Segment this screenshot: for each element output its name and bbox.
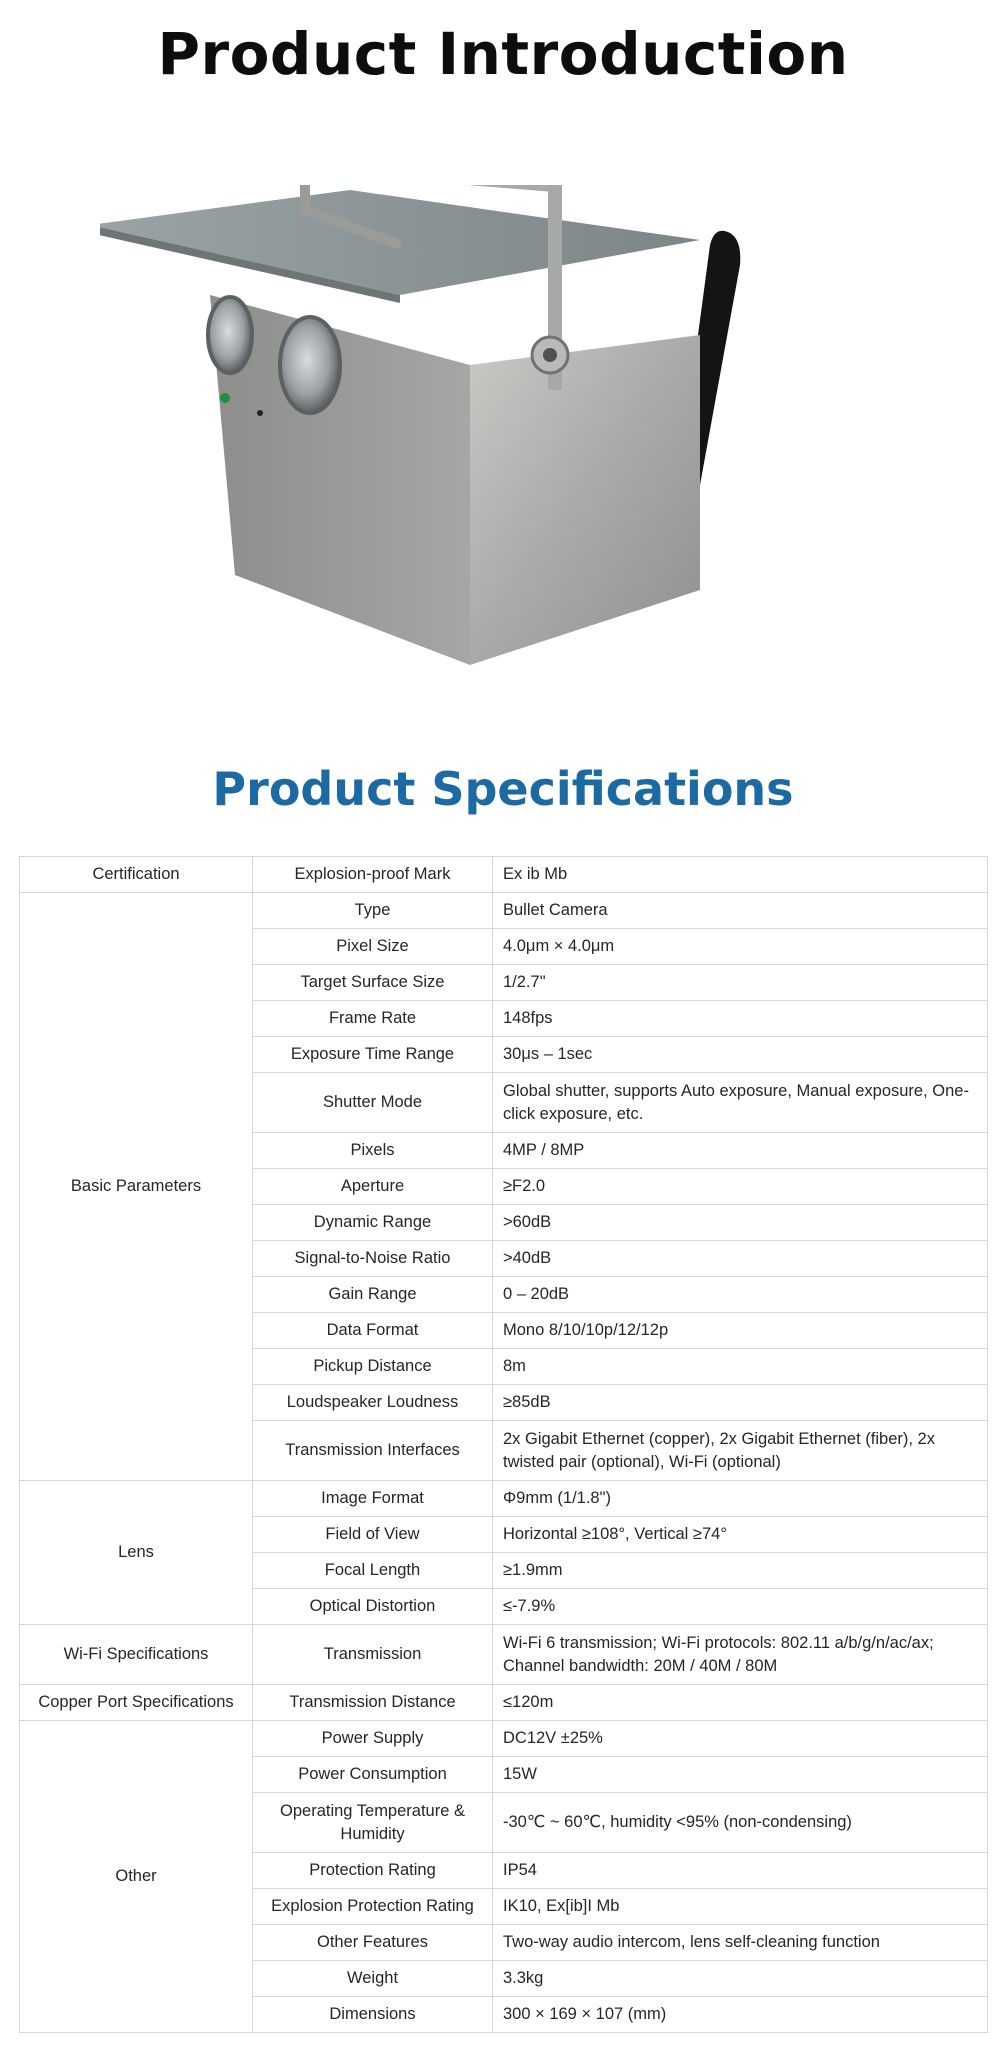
spec-value: 300 × 169 × 107 (mm) xyxy=(493,1997,988,2033)
spec-parameter: Focal Length xyxy=(253,1553,493,1589)
spec-parameter: Shutter Mode xyxy=(253,1073,493,1133)
spec-parameter: Loudspeaker Loudness xyxy=(253,1385,493,1421)
spec-parameter: Dynamic Range xyxy=(253,1205,493,1241)
spec-category: Certification xyxy=(20,857,253,893)
spec-value: Wi-Fi 6 transmission; Wi-Fi protocols: 802.11 a/b/g/n/ac/ax; Channel bandwidth: 20M / 40M / 80M xyxy=(493,1625,988,1685)
spec-parameter: Target Surface Size xyxy=(253,965,493,1001)
spec-value: ≥F2.0 xyxy=(493,1169,988,1205)
spec-parameter: Power Supply xyxy=(253,1721,493,1757)
spec-value: 2x Gigabit Ethernet (copper), 2x Gigabit Ethernet (fiber), 2x twisted pair (optional), Wi-Fi (optional) xyxy=(493,1421,988,1481)
specs-table xyxy=(19,856,988,2033)
spec-row xyxy=(20,1685,988,1721)
spec-parameter: Image Format xyxy=(253,1481,493,1517)
spec-value: Mono 8/10/10p/12/12p xyxy=(493,1313,988,1349)
spec-parameter: Power Consumption xyxy=(253,1757,493,1793)
spec-category: Lens xyxy=(20,1481,253,1625)
spec-value: Ex ib Mb xyxy=(493,857,988,893)
spec-value: IP54 xyxy=(493,1853,988,1889)
spec-parameter: Transmission Interfaces xyxy=(253,1421,493,1481)
spec-parameter: Protection Rating xyxy=(253,1853,493,1889)
spec-parameter: Operating Temperature & Humidity xyxy=(253,1793,493,1853)
spec-value: 0 – 20dB xyxy=(493,1277,988,1313)
spec-value: Horizontal ≥108°, Vertical ≥74° xyxy=(493,1517,988,1553)
spec-parameter: Gain Range xyxy=(253,1277,493,1313)
spec-value: DC12V ±25% xyxy=(493,1721,988,1757)
spec-value: ≥1.9mm xyxy=(493,1553,988,1589)
specs-title: Product Specifications xyxy=(212,762,794,816)
spec-value: ≥85dB xyxy=(493,1385,988,1421)
spec-parameter: Pickup Distance xyxy=(253,1349,493,1385)
spec-value: 1/2.7" xyxy=(493,965,988,1001)
spec-parameter: Pixel Size xyxy=(253,929,493,965)
spec-parameter: Pixels xyxy=(253,1133,493,1169)
spec-parameter: Explosion Protection Rating xyxy=(253,1889,493,1925)
spec-category: Wi-Fi Specifications xyxy=(20,1625,253,1685)
spec-parameter: Field of View xyxy=(253,1517,493,1553)
spec-value: >60dB xyxy=(493,1205,988,1241)
spec-parameter: Type xyxy=(253,893,493,929)
spec-value: ≤-7.9% xyxy=(493,1589,988,1625)
spec-parameter: Exposure Time Range xyxy=(253,1037,493,1073)
spec-value: IK10, Ex[ib]I Mb xyxy=(493,1889,988,1925)
spec-category: Copper Port Specifications xyxy=(20,1685,253,1721)
spec-category: Other xyxy=(20,1721,253,2033)
spec-parameter: Signal-to-Noise Ratio xyxy=(253,1241,493,1277)
spec-row xyxy=(20,1721,988,1757)
spec-row xyxy=(20,893,988,929)
intro-title: Product Introduction xyxy=(157,20,849,88)
spec-value: ≤120m xyxy=(493,1685,988,1721)
spec-value: 148fps xyxy=(493,1001,988,1037)
spec-value: 30μs – 1sec xyxy=(493,1037,988,1073)
spec-parameter: Frame Rate xyxy=(253,1001,493,1037)
spec-parameter: Data Format xyxy=(253,1313,493,1349)
spec-parameter: Transmission Distance xyxy=(253,1685,493,1721)
spec-value: >40dB xyxy=(493,1241,988,1277)
spec-row xyxy=(20,1481,988,1517)
spec-value: 4MP / 8MP xyxy=(493,1133,988,1169)
spec-parameter: Weight xyxy=(253,1961,493,1997)
spec-value: Two-way audio intercom, lens self-cleaning function xyxy=(493,1925,988,1961)
spec-value: -30℃ ~ 60℃, humidity <95% (non-condensing) xyxy=(493,1793,988,1853)
spec-value: Φ9mm (1/1.8") xyxy=(493,1481,988,1517)
spec-value: 4.0μm × 4.0μm xyxy=(493,929,988,965)
spec-parameter: Other Features xyxy=(253,1925,493,1961)
spec-parameter: Optical Distortion xyxy=(253,1589,493,1625)
spec-parameter: Dimensions xyxy=(253,1997,493,2033)
spec-value: Bullet Camera xyxy=(493,893,988,929)
spec-parameter: Explosion-proof Mark xyxy=(253,857,493,893)
spec-row xyxy=(20,857,988,893)
spec-parameter: Aperture xyxy=(253,1169,493,1205)
spec-value: 3.3kg xyxy=(493,1961,988,1997)
spec-row xyxy=(20,1625,988,1685)
spec-value: 15W xyxy=(493,1757,988,1793)
spec-value: Global shutter, supports Auto exposure, Manual exposure, One-click exposure, etc. xyxy=(493,1073,988,1133)
product-image xyxy=(100,185,900,685)
spec-parameter: Transmission xyxy=(253,1625,493,1685)
spec-category: Basic Parameters xyxy=(20,893,253,1481)
spec-value: 8m xyxy=(493,1349,988,1385)
